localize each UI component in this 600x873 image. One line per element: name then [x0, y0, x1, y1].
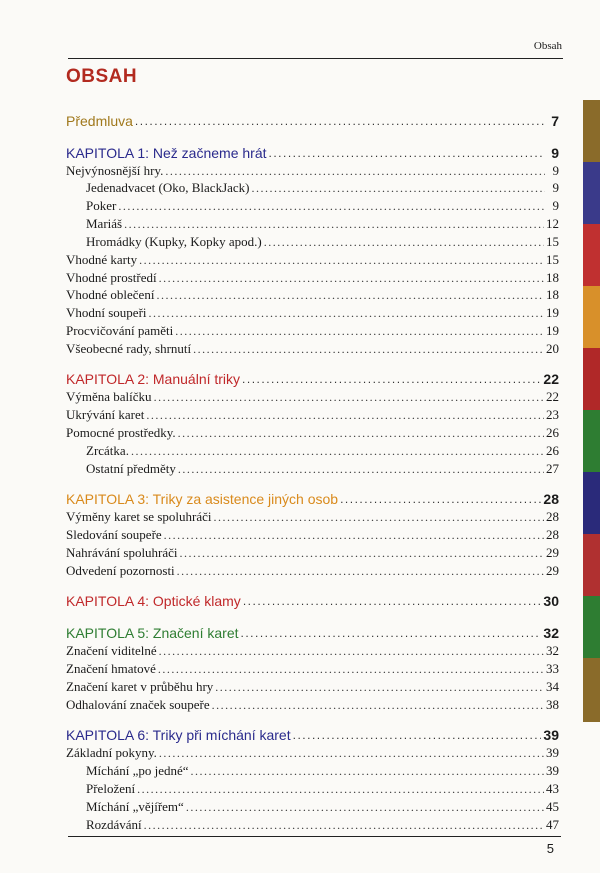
toc-leader-dots	[159, 746, 544, 760]
toc-entry-title: Jedenadvacet (Oko, BlackJack)	[86, 180, 250, 195]
toc-leader-dots	[264, 235, 544, 249]
toc-entry	[66, 422, 559, 440]
toc-leader-dots	[156, 288, 544, 302]
toc-page-number: 19	[546, 323, 559, 338]
toc-page-number: 30	[543, 593, 559, 609]
toc-entry-title: KAPITOLA 2: Manuální triky	[66, 371, 241, 387]
toc-entry	[66, 560, 559, 578]
toc-entry	[66, 386, 559, 404]
toc-entry	[66, 796, 559, 814]
toc-entry	[66, 320, 559, 338]
toc-entry	[66, 742, 559, 760]
toc-leader-dots	[213, 510, 544, 524]
chapter-edge-tab	[583, 472, 600, 536]
toc-page-number: 23	[546, 407, 559, 422]
chapter-edge-tab	[583, 100, 600, 164]
toc-page-number: 9	[552, 163, 559, 178]
toc-entry-title: Značení karet v průběhu hry	[66, 679, 214, 694]
toc-page-number: 18	[546, 270, 559, 285]
toc-entry-title: Míchání „po jedné“	[86, 763, 189, 778]
toc-page-number: 15	[546, 252, 559, 267]
footer-rule	[68, 836, 561, 837]
toc-entry-title: Základní pokyny.	[66, 745, 157, 760]
chapter-edge-tab	[583, 596, 600, 660]
toc-page-number: 45	[546, 799, 559, 814]
toc-entry-title: Nahrávání spoluhráči	[66, 545, 178, 560]
toc-chapter-entry	[66, 488, 559, 506]
toc-page-number: 7	[551, 113, 559, 129]
page-title: OBSAH	[66, 66, 138, 87]
toc-leader-dots	[159, 644, 544, 658]
toc-entry-title: Sledování soupeře	[66, 527, 162, 542]
toc-entry	[66, 404, 559, 422]
toc-entry-title: Nejvýnosnější hry.	[66, 163, 164, 178]
toc-chapter-entry	[66, 724, 559, 742]
toc-entry	[66, 267, 559, 285]
toc-page-number: 22	[546, 389, 559, 404]
toc-page-number: 32	[546, 643, 559, 658]
toc-leader-dots	[175, 324, 544, 338]
toc-entry	[66, 160, 559, 178]
toc-entry	[66, 658, 559, 676]
toc-leader-dots	[243, 594, 542, 608]
toc-entry-title: Hromádky (Kupky, Kopky apod.)	[86, 234, 262, 249]
toc-entry-title: Ostatní předměty	[86, 461, 176, 476]
page-number: 5	[546, 841, 554, 856]
toc-entry	[66, 213, 559, 231]
toc-page-number: 39	[546, 763, 559, 778]
toc-leader-dots	[124, 217, 544, 231]
toc-page-number: 32	[543, 625, 559, 641]
toc-entry-title: KAPITOLA 1: Než začneme hrát	[66, 145, 267, 161]
toc-page-number: 9	[551, 145, 559, 161]
toc-entry	[66, 231, 559, 249]
toc-leader-dots	[178, 462, 544, 476]
toc-page-number: 28	[546, 509, 559, 524]
toc-page-number: 43	[546, 781, 559, 796]
toc-page-number: 28	[543, 491, 559, 507]
toc-leader-dots	[165, 164, 545, 178]
toc-page-number: 28	[546, 527, 559, 542]
toc-leader-dots	[158, 662, 544, 676]
toc-leader-dots	[186, 800, 544, 814]
toc-entry-title: Pomocné prostředky.	[66, 425, 176, 440]
toc-entry-title: Značení viditelné	[66, 643, 157, 658]
toc-entry-title: Přeložení	[86, 781, 136, 796]
toc-page-number: 39	[546, 745, 559, 760]
toc-page-number: 9	[552, 180, 559, 195]
toc-page-number: 15	[546, 234, 559, 249]
toc-entry-title: Ukrývání karet	[66, 407, 145, 422]
toc-entry-title: Předmluva	[66, 113, 133, 129]
toc-chapter-entry	[66, 590, 559, 608]
toc-entry-title: Vhodné karty	[66, 252, 138, 267]
toc-page-number: 39	[543, 727, 559, 743]
toc-leader-dots	[212, 698, 544, 712]
toc-page-number: 29	[546, 563, 559, 578]
toc-leader-dots	[178, 426, 544, 440]
toc-page-number: 26	[546, 425, 559, 440]
toc-entry-title: KAPITOLA 6: Triky při míchání karet	[66, 727, 291, 743]
chapter-edge-tab	[583, 224, 600, 288]
toc-entry-title: Odvedení pozornosti	[66, 563, 175, 578]
toc-page-number: 38	[546, 697, 559, 712]
toc-entry-title: Zrcátka.	[86, 443, 129, 458]
toc-entry	[66, 458, 559, 476]
toc-entry	[66, 177, 559, 195]
toc-entry-title: Výměny karet se spoluhráči	[66, 509, 212, 524]
toc-entry-title: Vhodné prostředí	[66, 270, 157, 285]
chapter-edge-tab	[583, 658, 600, 722]
toc-entry-title: KAPITOLA 5: Značení karet	[66, 625, 239, 641]
toc-entry	[66, 195, 559, 213]
toc-leader-dots	[191, 764, 544, 778]
running-head: Obsah	[533, 40, 562, 52]
toc-leader-dots	[293, 728, 542, 742]
toc-leader-dots	[177, 564, 544, 578]
toc-leader-dots	[215, 680, 544, 694]
toc-page-number: 12	[546, 216, 559, 231]
toc-entry-title: Výměna balíčku	[66, 389, 152, 404]
toc-entry-title: Rozdávání	[86, 817, 142, 832]
toc-leader-dots	[154, 390, 544, 404]
toc-leader-dots	[180, 546, 544, 560]
toc-page-number: 33	[546, 661, 559, 676]
toc-chapter-entry	[66, 110, 559, 128]
toc-leader-dots	[139, 253, 544, 267]
toc-entry	[66, 284, 559, 302]
toc-leader-dots	[149, 306, 544, 320]
toc-entry-title: KAPITOLA 4: Optické klamy	[66, 593, 241, 609]
toc-entry-title: Poker	[86, 198, 117, 213]
toc-leader-dots	[241, 626, 542, 640]
toc-leader-dots	[159, 271, 544, 285]
toc-entry-title: Vhodné oblečení	[66, 287, 155, 302]
toc-entry-title: KAPITOLA 3: Triky za asistence jiných osob	[66, 491, 339, 507]
toc-entry	[66, 440, 559, 458]
toc-entry	[66, 694, 559, 712]
chapter-edge-tab	[583, 348, 600, 412]
toc-chapter-entry	[66, 142, 559, 160]
toc-leader-dots	[193, 342, 544, 356]
toc-leader-dots	[135, 114, 545, 128]
toc-entry	[66, 760, 559, 778]
chapter-edge-tab	[583, 162, 600, 226]
toc-entry	[66, 676, 559, 694]
toc-leader-dots	[137, 782, 544, 796]
toc-chapter-entry	[66, 368, 559, 386]
toc-chapter-entry	[66, 622, 559, 640]
toc-entry	[66, 249, 559, 267]
chapter-edge-tab	[583, 410, 600, 474]
toc-leader-dots	[131, 444, 544, 458]
toc-page-number: 9	[552, 198, 559, 213]
chapter-edge-tab	[583, 534, 600, 598]
toc-entry	[66, 778, 559, 796]
toc-entry	[66, 640, 559, 658]
header-rule	[68, 58, 563, 59]
toc-entry-title: Odhalování značek soupeře	[66, 697, 210, 712]
toc-entry-title: Všeobecné rady, shrnutí	[66, 341, 192, 356]
toc-entry-title: Procvičování paměti	[66, 323, 174, 338]
toc-entry-title: Vhodní soupeři	[66, 305, 147, 320]
toc-page-number: 26	[546, 443, 559, 458]
toc-leader-dots	[118, 199, 545, 213]
toc-entry	[66, 338, 559, 356]
toc-page-number: 47	[546, 817, 559, 832]
toc-page-number: 22	[543, 371, 559, 387]
toc-page-number: 20	[546, 341, 559, 356]
toc-page-number: 29	[546, 545, 559, 560]
toc-entry	[66, 814, 559, 832]
toc-leader-dots	[252, 181, 545, 195]
toc-entry	[66, 302, 559, 320]
toc-page-number: 19	[546, 305, 559, 320]
toc-entry	[66, 524, 559, 542]
toc-page-number: 34	[546, 679, 559, 694]
toc-entry	[66, 542, 559, 560]
toc-entry-title: Mariáš	[86, 216, 123, 231]
toc-leader-dots	[144, 818, 544, 832]
toc-entry-title: Míchání „vějířem“	[86, 799, 184, 814]
chapter-edge-tab	[583, 286, 600, 350]
toc-leader-dots	[242, 372, 541, 386]
toc-page-number: 27	[546, 461, 559, 476]
toc-leader-dots	[269, 146, 545, 160]
toc-leader-dots	[340, 492, 541, 506]
toc-page-number: 18	[546, 287, 559, 302]
toc-entry-title: Značení hmatové	[66, 661, 156, 676]
toc-leader-dots	[164, 528, 544, 542]
toc-entry	[66, 506, 559, 524]
toc-leader-dots	[146, 408, 544, 422]
